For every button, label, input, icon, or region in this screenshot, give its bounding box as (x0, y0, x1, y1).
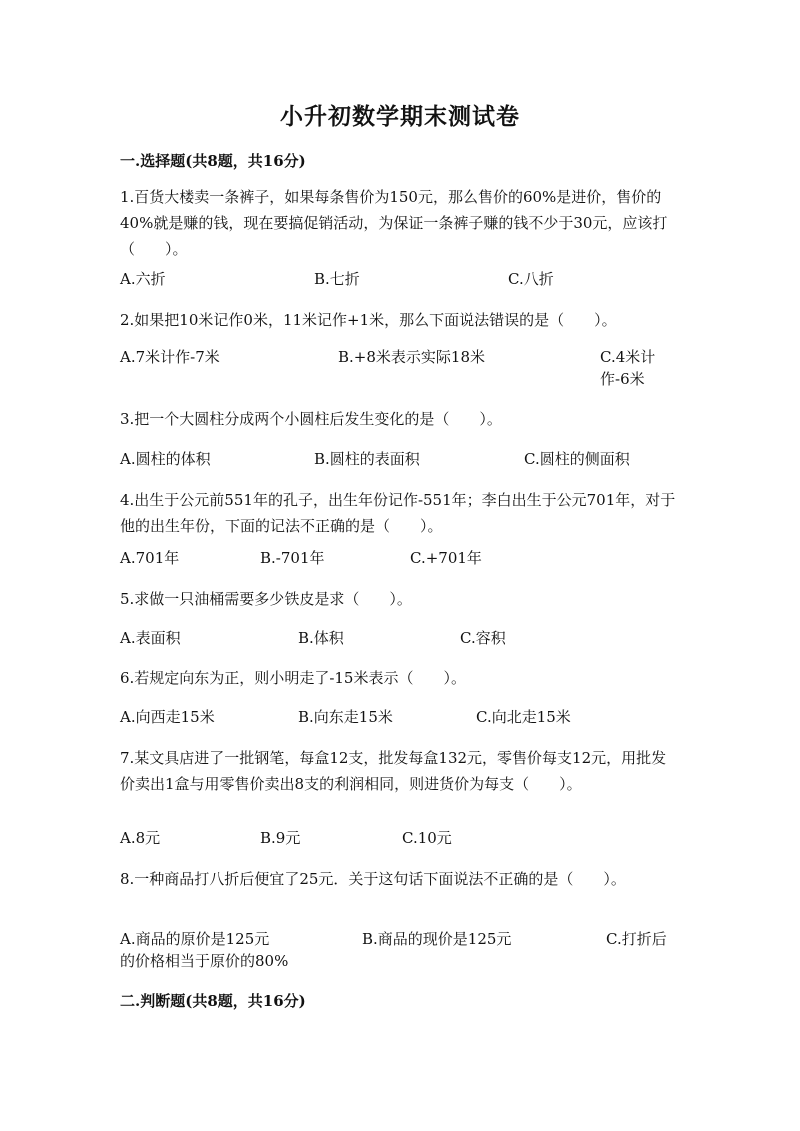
option-b: B.-701年 (260, 549, 325, 567)
option-a: A.表面积 (120, 629, 181, 647)
option-b: B.体积 (298, 629, 344, 647)
option-b: B.圆柱的表面积 (314, 450, 420, 468)
option-c: C.向北走15米 (476, 708, 571, 726)
section-heading-judgment: 二.判断题(共8题，共16分) (120, 992, 306, 1010)
option-c: C.圆柱的侧面积 (524, 450, 630, 468)
question-4-options (120, 547, 680, 569)
option-a: A.7米计作-7米 (120, 348, 220, 366)
question-5-options (120, 627, 680, 649)
option-a: A.向西走15米 (120, 708, 215, 726)
question-7: 7.某文具店进了一批钢笔，每盒12支，批发每盒132元，零售价每支12元，用批发价卖出1盒与用零售价卖出8支的利润相同，则进货价为每支（ ）。 (120, 749, 667, 793)
option-a: A.圆柱的体积 (120, 450, 211, 468)
option-a: A.8元 (120, 829, 161, 847)
option-c: C.+701年 (410, 549, 482, 567)
section-heading-choice: 一.选择题(共8题，共16分) (120, 152, 306, 170)
question-2: 2.如果把10米记作0米，11米记作+1米，那么下面说法错误的是（ ）。 (120, 311, 617, 329)
page-title: 小升初数学期末测试卷 (280, 103, 520, 130)
option-a: A.六折 (120, 270, 166, 288)
option-c: C.10元 (402, 829, 452, 847)
option-c-wrapped: C.打折后的价格相当于原价的80% (120, 930, 667, 970)
question-8: 8.一种商品打八折后便宜了25元．关于这句话下面说法不正确的是（ ）。 (120, 870, 626, 888)
question-2-options (120, 346, 680, 390)
option-b: B.商品的现价是125元 (362, 930, 512, 948)
question-1: 1.百货大楼卖一条裤子，如果每条售价为150元，那么售价的60%是进价，售价的40%就是赚的钱，现在要搞促销活动，为保证一条裤子赚的钱不少于30元，应该打（ ）。 (120, 188, 668, 258)
question-7-options (120, 827, 680, 849)
option-b: B.+8米表示实际18米 (338, 348, 485, 366)
option-c: C.容积 (460, 629, 506, 647)
question-6: 6.若规定向东为正，则小明走了-15米表示（ ）。 (120, 669, 466, 687)
option-c: C.4米计作-6米 (600, 348, 656, 388)
option-b: B.9元 (260, 829, 301, 847)
question-6-options (120, 706, 680, 728)
question-4: 4.出生于公元前551年的孔子，出生年份记作-551年；李白出生于公元701年，对于他的出生年份，下面的记法不正确的是（ ）。 (120, 491, 676, 535)
question-5: 5.求做一只油桶需要多少铁皮是求（ ）。 (120, 590, 412, 608)
option-a: A.701年 (120, 549, 180, 567)
option-b: B.向东走15米 (298, 708, 393, 726)
question-3-options (120, 448, 680, 470)
question-3: 3.把一个大圆柱分成两个小圆柱后发生变化的是（ ）。 (120, 410, 502, 428)
option-b: B.七折 (314, 270, 360, 288)
question-1-options (120, 268, 680, 290)
option-a: A.商品的原价是125元 (120, 930, 270, 948)
option-c: C.八折 (508, 270, 554, 288)
